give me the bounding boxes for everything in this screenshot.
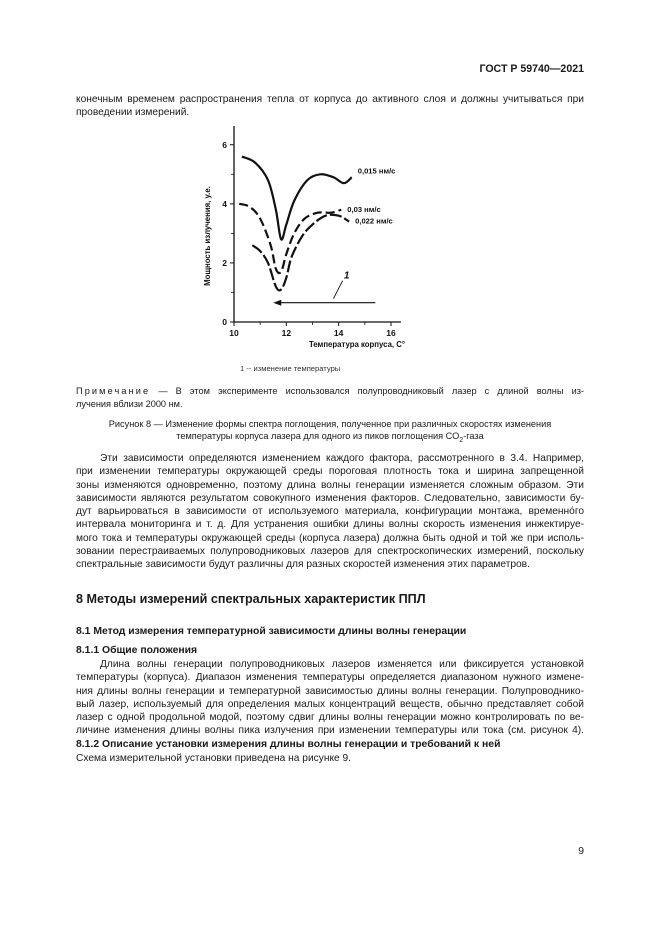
y-tick-label: 0 [222, 317, 227, 327]
caption-line-2-end: -газа [463, 431, 484, 442]
para2-line-1: Длина волны генерации полупроводниковых лазеров изменяется или фиксируется установкой [100, 659, 584, 670]
para2-line-2: температуры (корпуса). Диапазон изменения температуры определяется диапазоном нужного измене- [76, 672, 584, 684]
para2-line-4: вый лазер, используемый для определения малых концентраций веществ, обычно представляет собой [76, 698, 584, 710]
para2-line-3: ния длины волны генерации и температурной зависимостью длины волны генерации. Полупроводнико- [76, 685, 584, 697]
para1-line-8: зовании перестраиваемых полупроводниковых лазеров для спектроскопических измерений, поскольку [76, 546, 584, 558]
para2-line-6: личине изменения длины волны пика излучения при изменении температуры или тока (см. рисунок 4). [76, 725, 584, 737]
para1-line-6: интервала мониторинга и т. д. Для устранения ошибки длины волны скорость изменения инжектируе- [76, 519, 584, 531]
arrow-leader-line [333, 281, 342, 299]
para1-line-4: зависимости являются результатом совокупного изменения факторов. Следовательно, зависимости бу- [76, 492, 584, 504]
caption-subscript: 2 [459, 437, 464, 445]
figure-note-line-2: лучения вблизи 2000 нм. [76, 398, 183, 409]
caption-line-2-text: температуры корпуса лазера для одного из пиков поглощения СО [176, 431, 460, 442]
intro-paragraph [76, 93, 584, 120]
x-tick-label: 16 [386, 328, 396, 338]
section-8-heading: 8 Методы измерений спектральных характеристик ППЛ [76, 592, 426, 606]
paragraph-scheme: Схема измерительной установки приведена на рисунке 9. [76, 753, 352, 764]
x-tick-label: 14 [333, 328, 344, 338]
para2-line-5: лазер с одной продольной модой, поэтому сдвиг длины волны генерации можно контролировать по ве- [76, 712, 584, 724]
x-axis-label: Температура корпуса, С° [308, 340, 405, 349]
y-axis-label: Мощность излучения, у.е. [203, 186, 212, 286]
caption-line-1: Рисунок 8 — Изменение формы спектра поглощения, полученное при различных скоростях изменения [108, 419, 552, 429]
para1-line-2: при изменении температуры окружающей среды пороговая плотность тока и ширина запрещенной [76, 466, 584, 478]
caption-line-2 [60, 430, 600, 447]
x-tick-label: 10 [229, 328, 239, 338]
section-8-1-2-heading: 8.1.2 Описание установки измерения длины волны генерации и требований к ней [76, 739, 501, 750]
figure-8-chart [190, 118, 480, 363]
figure-note [76, 385, 584, 410]
para1-line-9: спектральные зависимости будут различны для разных скоростей изменения этих параметров. [76, 559, 530, 571]
figure-caption [60, 418, 600, 447]
series-label-2: 0,03 нм/с [347, 204, 381, 214]
note-text-1: — В этом эксперименте использовался полупроводниковый лазер с длиной волны из- [150, 386, 584, 396]
figure-legend-note: 1 -- изменение температуры [240, 364, 341, 373]
y-tick-label: 4 [222, 198, 227, 209]
series-label-3: 0,022 нм/с [355, 216, 393, 226]
note-label: Примечание [76, 386, 151, 396]
intro-line-2: проведении измерений. [76, 107, 190, 119]
para1-line-7: мого тока и температуры окружающей среды (корпуса лазера) должна быть одной и той же при исполь- [76, 532, 584, 544]
section-8-1-1-heading: 8.1.1 Общие положения [76, 645, 198, 656]
x-tick-label: 12 [281, 328, 292, 338]
page-number: 9 [578, 846, 584, 857]
temperature-arrow-head [273, 300, 281, 306]
para1-line-3: зоны изменяются одновременно, поэтому длина волны генерации изменяется сложным образом. Эти [76, 479, 584, 491]
para1-line-5: дут варьироваться в зависимости от используемого материала, конфигурации монтажа, временнóго [76, 506, 584, 518]
series-label-1: 0,015 нм/с [357, 166, 396, 176]
document-header: ГОСТ Р 59740—2021 [479, 63, 584, 75]
intro-line-1: конечным временем распространения тепла от корпуса до активного слоя и должны учитываться при [76, 94, 584, 105]
series-line-3 [252, 215, 349, 291]
arrow-label: 1 [343, 270, 350, 282]
y-tick-label: 6 [222, 139, 227, 150]
paragraph-general [76, 658, 584, 738]
para1-line-1: Эти зависимости определяются изменением каждого фактора, рассмотренного в 3.4. Например, [100, 453, 584, 464]
y-tick-label: 2 [222, 257, 227, 268]
paragraph-dependencies [76, 452, 584, 572]
section-8-1-heading: 8.1 Метод измерения температурной зависимости длины волны генерации [76, 626, 467, 637]
figure-note-line-1 [76, 385, 584, 398]
